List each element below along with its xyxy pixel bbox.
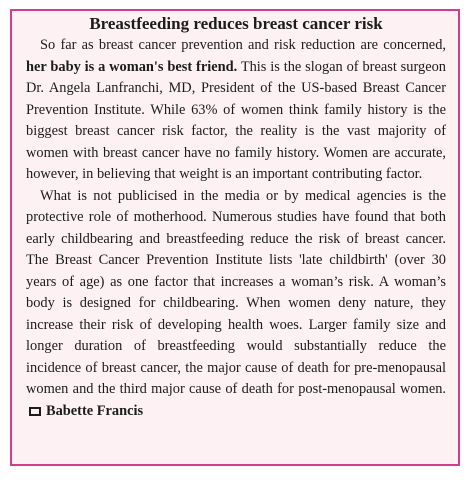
slogan: her baby is a woman's best friend. <box>26 58 238 75</box>
article-title: Breastfeeding reduces breast cancer risk <box>89 14 383 33</box>
paragraph-1-intro: So far as breast cancer prevention and risk reduction are concerned, <box>40 37 446 53</box>
paragraph-1 <box>26 35 446 186</box>
paragraph-1-body: This is the slogan of breast surgeon Dr. Angela Lanfranchi, MD, President of the US-based Breast Cancer Prevention Institute. While 63% of women think family history is the biggest breast cancer risk factor, the reality is the vast majority of women with breast cancer have no family history. Women are accurate, however, in believing that weight is an important contributing factor. <box>26 58 446 182</box>
author-byline: Babette Francis <box>46 402 144 419</box>
end-of-article-square-icon <box>29 407 41 416</box>
paragraph-2-body: What is not publicised in the media or by medical agencies is the protective role of motherhood. Numerous studies have found that both early childbearing and breastfeeding reduce the risk of breast cancer. The Breast Cancer Prevention Institute lists 'late childbirth' (over 30 years of age) as one factor that increases a woman’s risk. A woman’s body is designed for childbearing. When women deny nature, they increase their risk of developing health woes. Larger family size and longer duration of breastfeeding would substantially reduce the incidence of breast cancer, the major cause of death for pre-menopausal women and the third major cause of death for post-menopausal women. <box>26 187 446 397</box>
article-box <box>10 9 460 466</box>
paragraph-2 <box>26 186 446 423</box>
